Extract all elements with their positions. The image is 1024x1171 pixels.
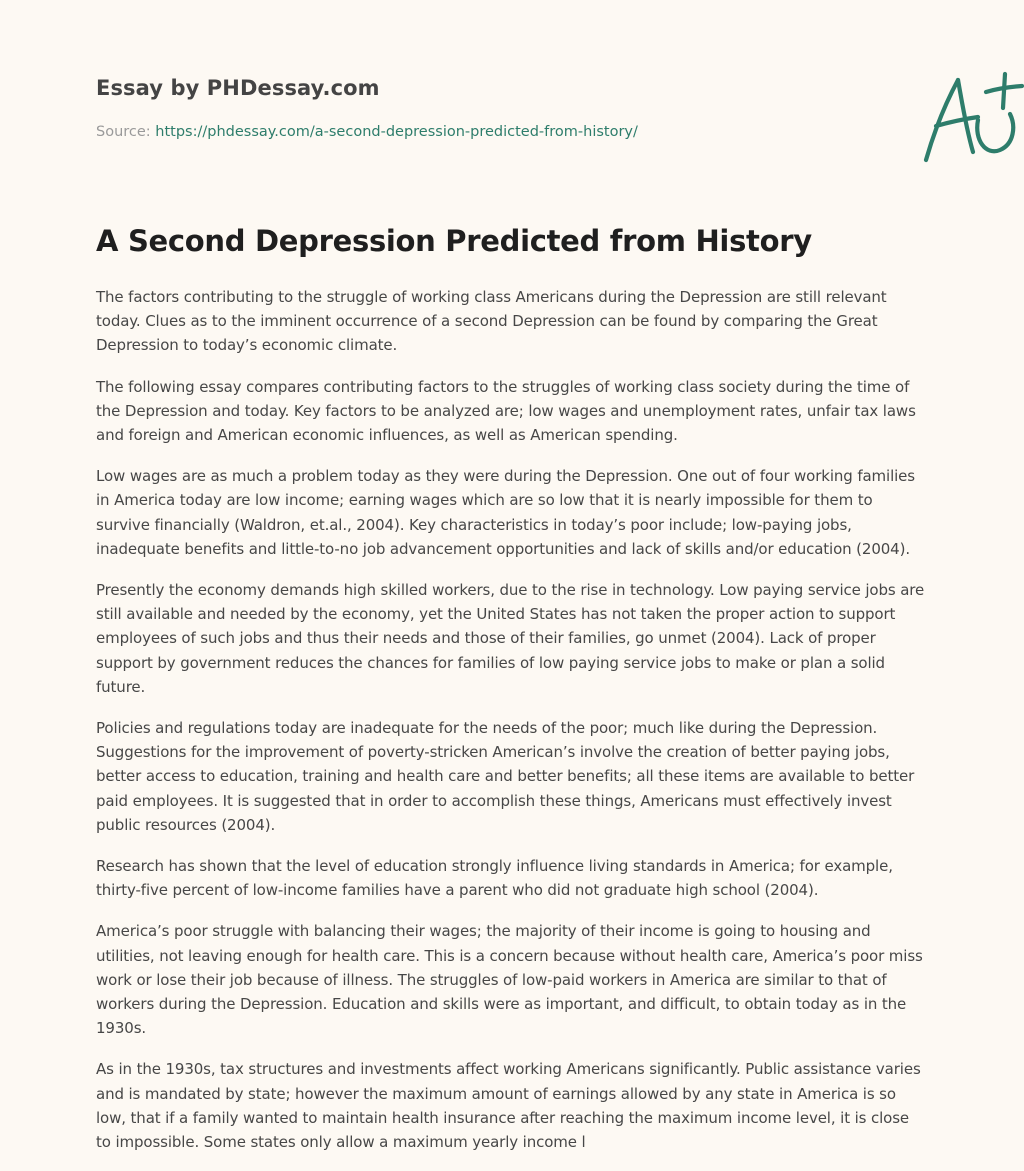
essay-paragraph: The following essay compares contributing factors to the struggles of working class society during the time of the Depression and today. Key factors to be analyzed are; low wages and unemployment rates, unfair tax laws and foreign and American economic influences, as well as American spending.	[96, 377, 916, 445]
site-brand: Essay by PHDessay.com	[96, 76, 380, 100]
source-link[interactable]: https://phdessay.com/a-second-depression-predicted-from-history/	[155, 124, 638, 140]
essay-paragraph: Presently the economy demands high skilled workers, due to the rise in technology. Low paying service jobs are still available and needed by the economy, yet the United States has not taken the proper action to support employees of such jobs and thus their needs and those of their families, go unmet (2004). Lack of proper support by government reduces the chances for families of low paying service jobs to make or plan a solid future.	[96, 581, 925, 696]
essay-paragraph: Research has shown that the level of education strongly influence living standards in America; for example, thirty-five percent of low-income families have a parent who did not graduate high school (2004).	[96, 857, 893, 900]
a-plus-grade-icon	[918, 68, 1024, 164]
source-line	[96, 124, 638, 140]
essay-body	[96, 285, 928, 1171]
essay-paragraph: Policies and regulations today are inadequate for the needs of the poor; much like during the Depression. Suggestions for the improvement of poverty-stricken American’s involve the creation of better paying jobs, better access to education, training and health care and better benefits; all these items are available to better paid employees. It is suggested that in order to accomplish these things, Americans must effectively invest public resources (2004).	[96, 719, 915, 834]
essay-paragraph: Low wages are as much a problem today as they were during the Depression. One out of four working families in America today are low income; earning wages which are so low that it is nearly impossible for them to survive financially (Waldron, et.al., 2004). Key characteristics in today’s poor include; low-paying jobs, inadequate benefits and little-to-no job advancement opportunities and lack of skills and/or education (2004).	[96, 467, 915, 558]
essay-title: A Second Depression Predicted from History	[96, 224, 812, 258]
essay-paragraph: The factors contributing to the struggle of working class Americans during the Depression are still relevant today. Clues as to the imminent occurrence of a second Depression can be found by comparing the Great Depression to today’s economic climate.	[96, 288, 887, 355]
essay-paragraph: As in the 1930s, tax structures and investments affect working Americans significantly. Public assistance varies and is mandated by state; however the maximum amount of earnings allowed by any state in America is so low, that if a family wanted to maintain health insurance after reaching the maximum income level, it is close to impossible. Some states only allow a maximum yearly income l	[96, 1060, 921, 1152]
essay-paragraph: America’s poor struggle with balancing their wages; the majority of their income is going to housing and utilities, not leaving enough for health care. This is a concern because without health care, America’s poor miss work or lose their job because of illness. The struggles of low-paid workers in America are similar to that of workers during the Depression. Education and skills were as important, and difficult, to obtain today as in the 1930s.	[96, 922, 923, 1038]
source-label: Source:	[96, 124, 156, 140]
